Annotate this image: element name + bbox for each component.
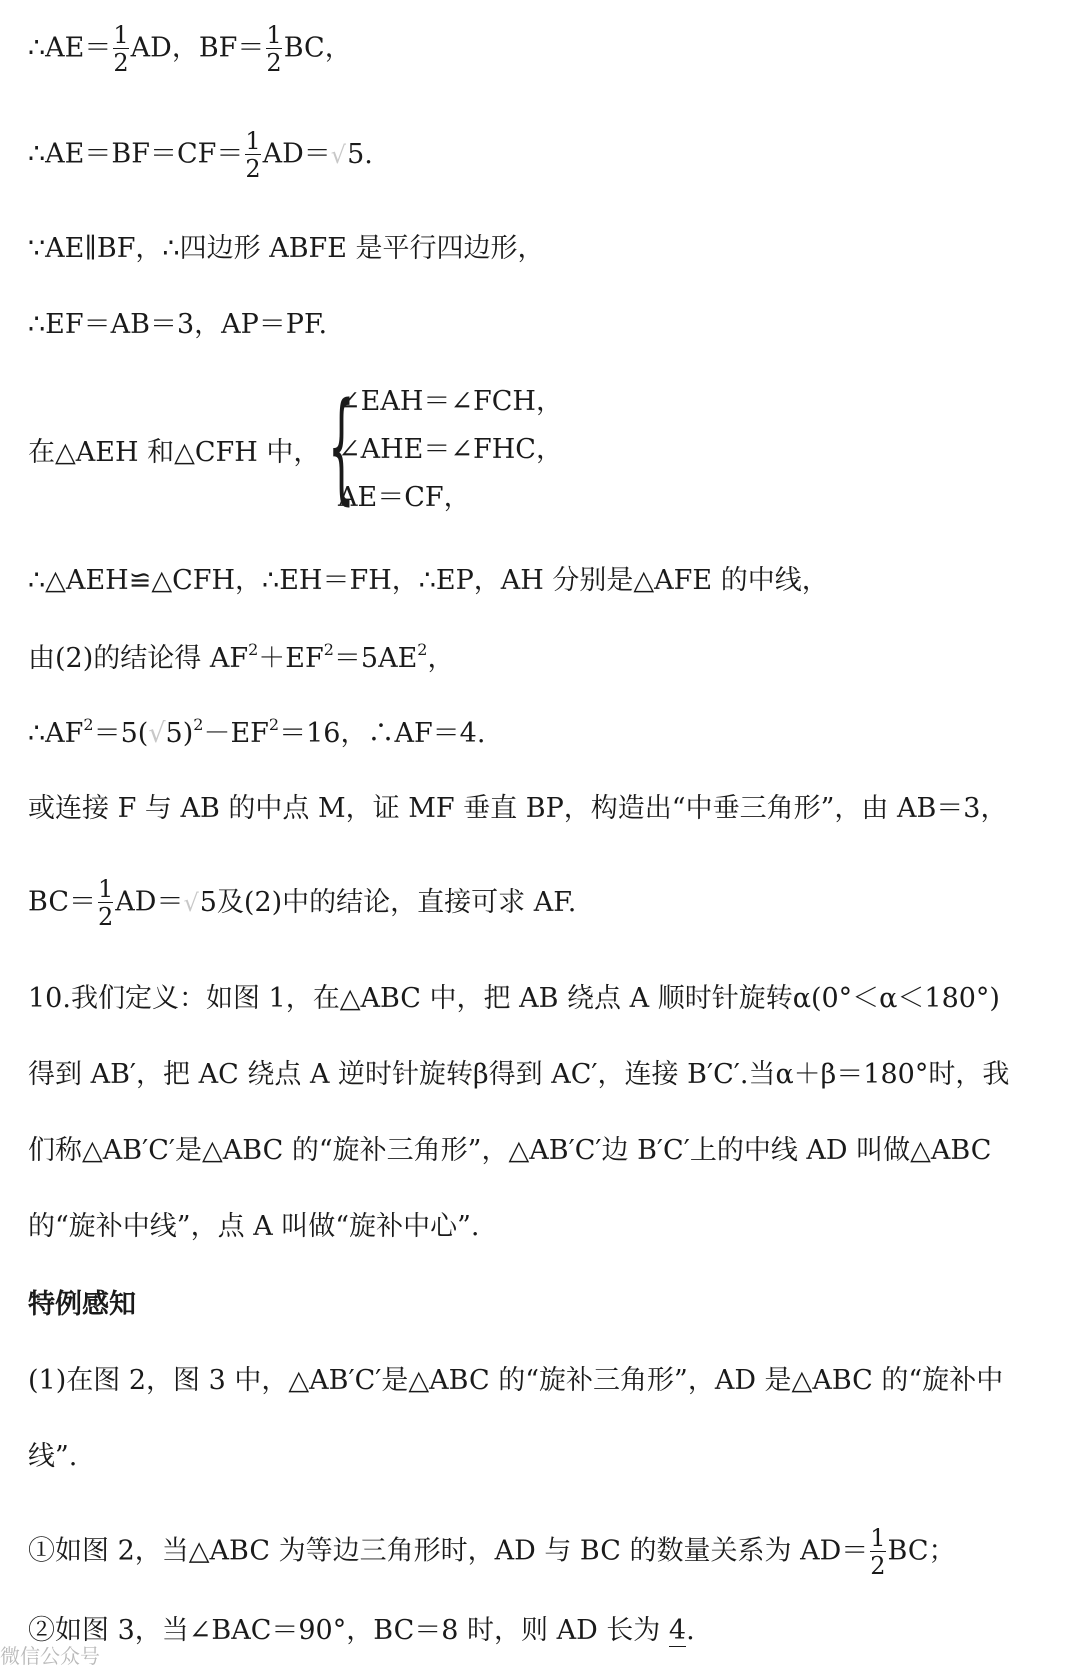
superscript: 2 <box>323 640 334 659</box>
line-1 <box>28 22 352 76</box>
line-14: 的“旋补中线”，点 A 叫做“旋补中心”. <box>28 1211 480 1242</box>
line-12: 得到 AB′，把 AC 绕点 A 逆时针旋转β得到 AC′，连接 B′C′.当α＋β＝180°时，我 <box>28 1059 1010 1090</box>
radicand: 5及(2)中的结论，直接可求 AF. <box>199 886 577 918</box>
numerator: 1 <box>245 127 261 155</box>
system-item: ∠AHE＝∠FHC， <box>338 434 563 465</box>
denominator: 2 <box>870 1552 886 1580</box>
numerator: 1 <box>98 875 114 903</box>
line-11: 10.我们定义：如图 1，在△ABC 中，把 AB 绕点 A 顺时针旋转α(0°＜α＜180°) <box>28 983 1000 1014</box>
text: AD，BF＝ <box>130 32 265 64</box>
numerator: 1 <box>266 21 282 49</box>
line-2 <box>28 128 373 182</box>
line-17: 线”. <box>28 1441 78 1472</box>
numerator: 1 <box>113 21 129 49</box>
line-9: 或连接 F 与 AB 的中点 M，证 MF 垂直 BP，构造出“中垂三角形”，由 AB＝3， <box>28 793 1008 824</box>
text: ①如图 2，当△ABC 为等边三角形时，AD 与 BC 的数量关系为 AD＝ <box>28 1535 869 1567</box>
text: 5) <box>165 718 194 749</box>
system-label: 在△AEH 和△CFH 中， <box>28 437 321 468</box>
line-18 <box>28 1525 956 1579</box>
fraction <box>870 1525 885 1579</box>
text: ∴AE＝BF＝CF＝ <box>28 138 244 170</box>
text: ②如图 3，当∠BAC＝90°，BC＝8 时，则 AD 长为 <box>28 1615 669 1646</box>
denominator: 2 <box>266 49 282 77</box>
text: －EF <box>203 718 269 749</box>
line-13: 们称△AB′C′是△ABC 的“旋补三角形”，△AB′C′边 B′C′上的中线 AD 叫做△ABC <box>28 1135 992 1166</box>
watermark: 微信公众号 <box>0 1644 100 1668</box>
system-items <box>338 378 563 522</box>
text: BC＝ <box>28 886 97 918</box>
line-7 <box>28 642 454 676</box>
text: ∴AF <box>28 718 84 749</box>
denominator: 2 <box>98 903 114 931</box>
text: BC； <box>887 1535 956 1567</box>
fraction <box>245 128 260 182</box>
text: AD＝ <box>262 138 331 170</box>
section-heading: 特例感知 <box>28 1289 136 1320</box>
text: ＋EF <box>258 643 324 674</box>
line-16: (1)在图 2，图 3 中，△AB′C′是△ABC 的“旋补三角形”，AD 是△ABC 的“旋补中 <box>28 1365 1004 1396</box>
superscript: 2 <box>248 640 259 659</box>
brace-icon: { <box>328 378 355 517</box>
text: ， <box>427 643 455 674</box>
radical-sign: √ <box>148 718 166 749</box>
sqrt <box>331 138 373 172</box>
line-19 <box>28 1614 695 1648</box>
line-8 <box>28 717 485 751</box>
superscript: 2 <box>83 715 94 734</box>
line-3: ∵AE∥BF，∴四边形 ABFE 是平行四边形， <box>28 233 545 264</box>
line-4: ∴EF＝AB＝3，AP＝PF. <box>28 309 328 340</box>
radicand: 5. <box>347 138 373 170</box>
text: ∴AE＝ <box>28 32 112 64</box>
denominator: 2 <box>245 155 261 183</box>
line-6: ∴△AEH≌△CFH，∴EH＝FH，∴EP，AH 分别是△AFE 的中线， <box>28 565 829 596</box>
superscript: 2 <box>417 640 428 659</box>
text: AD＝ <box>115 886 184 918</box>
system-item: ∠EAH＝∠FCH， <box>338 386 563 417</box>
system-item: AE＝CF， <box>338 482 471 513</box>
text: . <box>686 1615 695 1646</box>
answer: 4 <box>668 1615 687 1646</box>
fraction <box>113 22 128 76</box>
text: ＝5( <box>93 718 149 749</box>
numerator: 1 <box>870 1524 886 1552</box>
superscript: 2 <box>193 715 204 734</box>
text: ＝5AE <box>333 643 418 674</box>
fraction <box>98 876 113 930</box>
superscript: 2 <box>268 715 280 734</box>
text: 由(2)的结论得 AF <box>28 643 249 674</box>
text: BC， <box>283 32 352 64</box>
radical-sign: √ <box>183 888 199 917</box>
radical-sign: √ <box>330 140 347 169</box>
text: ＝16，∴AF＝4. <box>279 718 486 749</box>
sqrt <box>183 886 576 920</box>
line-10 <box>28 876 576 930</box>
denominator: 2 <box>113 49 129 77</box>
fraction <box>266 22 281 76</box>
